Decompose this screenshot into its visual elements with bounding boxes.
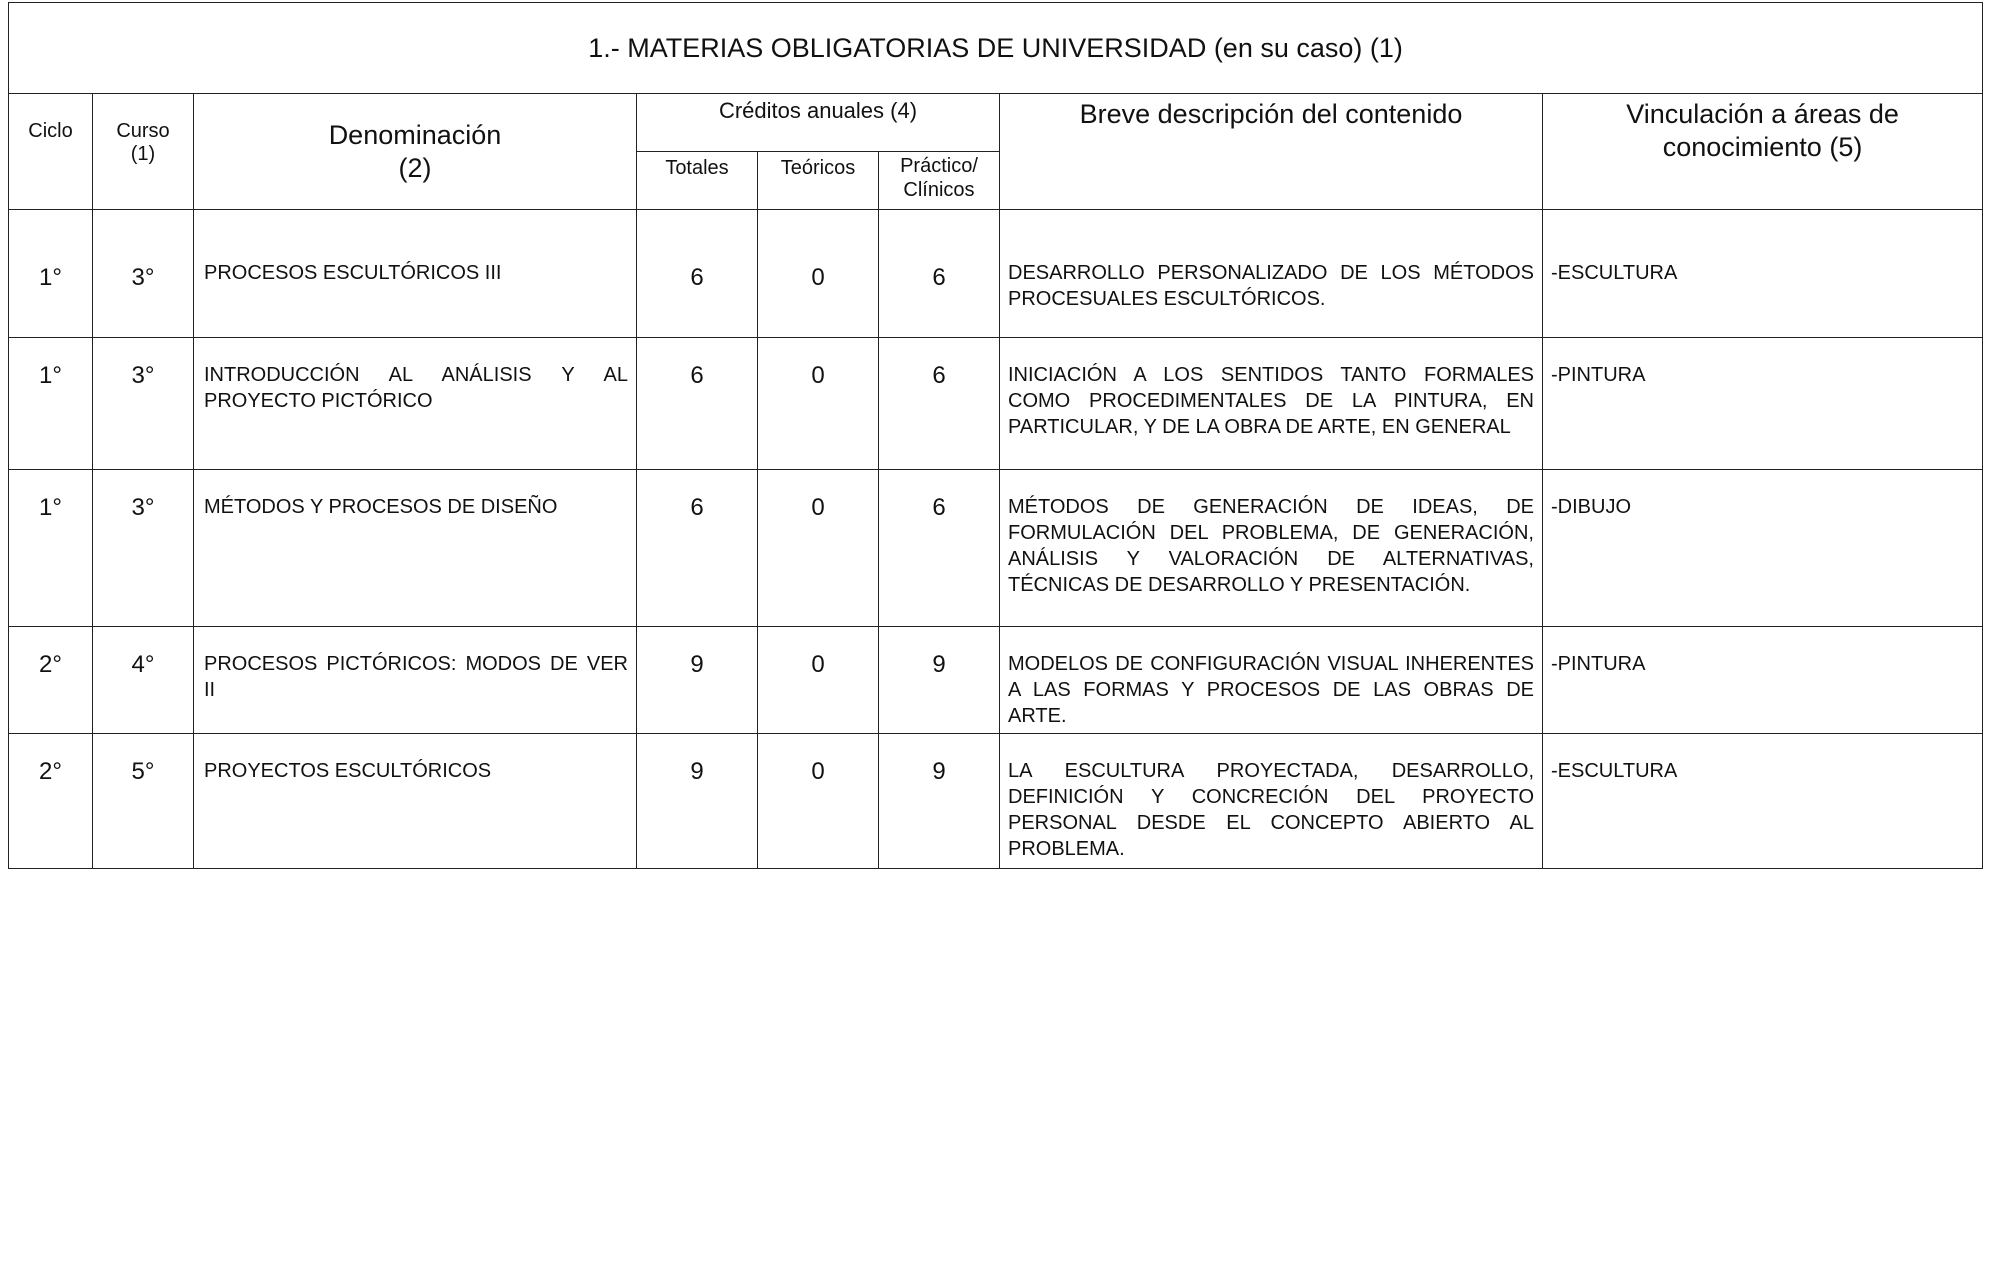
- cell-teoricos: 0: [758, 627, 879, 734]
- cell-practicos: 6: [879, 470, 1000, 627]
- header-teoricos: Teóricos: [758, 152, 879, 210]
- header-totales: Totales: [637, 152, 758, 210]
- cell-area: -DIBUJO: [1543, 470, 1983, 627]
- header-creditos: Créditos anuales (4): [637, 94, 1000, 152]
- header-vinculacion: Vinculación a áreas de conocimiento (5): [1543, 94, 1983, 210]
- cell-teoricos: 0: [758, 734, 879, 869]
- cell-ciclo: 1°: [9, 210, 93, 338]
- cell-teoricos: 0: [758, 470, 879, 627]
- cell-practicos: 9: [879, 627, 1000, 734]
- table-title: 1.- MATERIAS OBLIGATORIAS DE UNIVERSIDAD (en su caso) (1): [9, 3, 1983, 94]
- cell-area: -ESCULTURA: [1543, 210, 1983, 338]
- materias-table: [8, 2, 1983, 869]
- cell-denominacion: PROCESOS PICTÓRICOS: MODOS DE VER II: [194, 627, 637, 734]
- cell-ciclo: 1°: [9, 470, 93, 627]
- header-curso: [93, 94, 194, 210]
- table-row: [9, 210, 1983, 338]
- cell-descripcion: LA ESCULTURA PROYECTADA, DESARROLLO, DEFINICIÓN Y CONCRECIÓN DEL PROYECTO PERSONAL DESDE EL CONCEPTO ABIERTO AL PROBLEMA.: [1000, 734, 1543, 869]
- cell-descripcion: INICIACIÓN A LOS SENTIDOS TANTO FORMALES COMO PROCEDIMENTALES DE LA PINTURA, EN PARTICULAR, Y DE LA OBRA DE ARTE, EN GENERAL: [1000, 338, 1543, 470]
- cell-ciclo: 2°: [9, 627, 93, 734]
- cell-teoricos: 0: [758, 338, 879, 470]
- cell-practicos: 6: [879, 338, 1000, 470]
- cell-area: -ESCULTURA: [1543, 734, 1983, 869]
- cell-denominacion: INTRODUCCIÓN AL ANÁLISIS Y AL PROYECTO PICTÓRICO: [194, 338, 637, 470]
- cell-area: -PINTURA: [1543, 338, 1983, 470]
- cell-practicos: 9: [879, 734, 1000, 869]
- cell-ciclo: 1°: [9, 338, 93, 470]
- cell-curso: 3°: [93, 338, 194, 470]
- cell-descripcion: DESARROLLO PERSONALIZADO DE LOS MÉTODOS PROCESUALES ESCULTÓRICOS.: [1000, 210, 1543, 338]
- cell-totales: 6: [637, 338, 758, 470]
- cell-curso: 3°: [93, 470, 194, 627]
- header-descripcion: Breve descripción del contenido: [1000, 94, 1543, 210]
- table-row: [9, 338, 1983, 470]
- header-denominacion-note: (2): [398, 152, 432, 183]
- cell-denominacion: MÉTODOS Y PROCESOS DE DISEÑO: [194, 470, 637, 627]
- cell-descripcion: MÉTODOS DE GENERACIÓN DE IDEAS, DE FORMULACIÓN DEL PROBLEMA, DE GENERACIÓN, ANÁLISIS Y VALORACIÓN DE ALTERNATIVAS, TÉCNICAS DE DESARROLLO Y PRESENTACIÓN.: [1000, 470, 1543, 627]
- header-denominacion-label: Denominación: [328, 119, 502, 150]
- cell-descripcion: MODELOS DE CONFIGURACIÓN VISUAL INHERENTES A LAS FORMAS Y PROCESOS DE LAS OBRAS DE ARTE.: [1000, 627, 1543, 734]
- cell-totales: 6: [637, 470, 758, 627]
- cell-ciclo: 2°: [9, 734, 93, 869]
- cell-totales: 9: [637, 627, 758, 734]
- header-ciclo: Ciclo: [9, 94, 93, 210]
- header-curso-label: Curso: [116, 120, 170, 142]
- cell-area: -PINTURA: [1543, 627, 1983, 734]
- cell-denominacion: PROCESOS ESCULTÓRICOS III: [194, 210, 637, 338]
- table-row: [9, 734, 1983, 869]
- cell-practicos: 6: [879, 210, 1000, 338]
- table-row: [9, 627, 1983, 734]
- cell-teoricos: 0: [758, 210, 879, 338]
- header-curso-note: (1): [130, 143, 156, 165]
- cell-denominacion: PROYECTOS ESCULTÓRICOS: [194, 734, 637, 869]
- cell-totales: 9: [637, 734, 758, 869]
- cell-curso: 4°: [93, 627, 194, 734]
- header-denominacion: [194, 94, 637, 210]
- cell-curso: 3°: [93, 210, 194, 338]
- table-row: [9, 470, 1983, 627]
- cell-curso: 5°: [93, 734, 194, 869]
- header-practicos: Práctico/ Clínicos: [879, 152, 1000, 210]
- cell-totales: 6: [637, 210, 758, 338]
